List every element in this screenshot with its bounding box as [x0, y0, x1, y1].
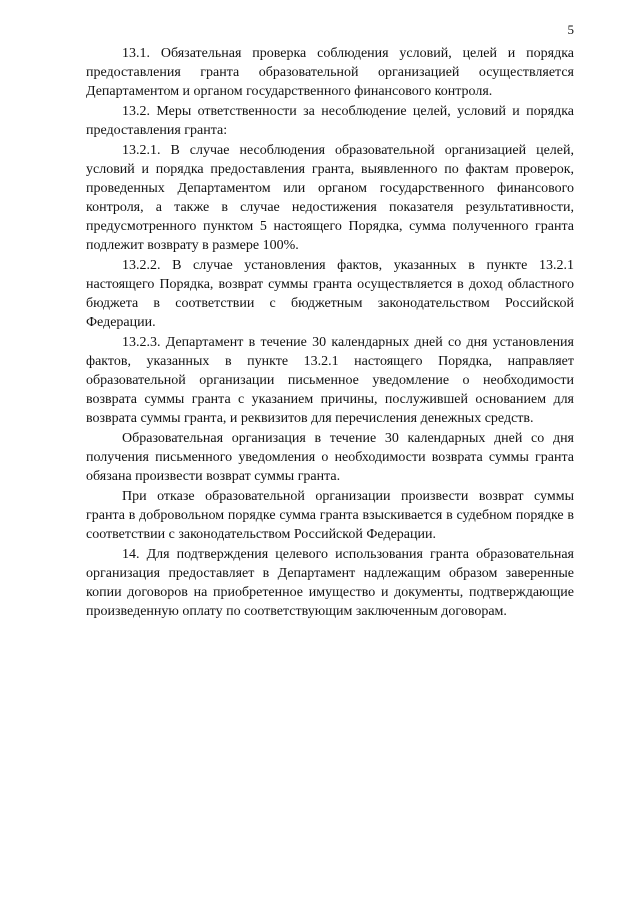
paragraph-13-1: 13.1. Обязательная проверка соблюдения условий, целей и порядка предоставления гранта образовательной организацией осуществляется Департаментом и органом государственного финансового контроля.: [86, 46, 574, 99]
paragraph-return-obligation: Образовательная организация в течение 30 календарных дней со дня получения письменного уведомления о необходимости возврата суммы гранта обязана произвести возврат суммы гранта.: [86, 431, 574, 484]
paragraph-refusal: При отказе образовательной организации произвести возврат суммы гранта в добровольном порядке сумма гранта взыскивается в судебном порядке в соответствии с законодательством Российской Федерации.: [86, 489, 574, 542]
page-number: 5: [567, 22, 574, 37]
paragraph-13-2-1: 13.2.1. В случае несоблюдения образовательной организацией целей, условий и порядка предоставления гранта, выявленного по фактам проверок, проведенных Департаментом или органом государственного финансового контроля, а также в случае недостижения показателя результативности, предусмотренного пунктом 5 настоящего Порядка, сумма полученного гранта подлежит возврату в размере 100%.: [86, 143, 574, 253]
paragraph-13-2: 13.2. Меры ответственности за несоблюдение целей, условий и порядка предоставления гранта:: [86, 104, 574, 138]
paragraph-13-2-3: 13.2.3. Департамент в течение 30 календарных дней со дня установления фактов, указанных в пункте 13.2.1 настоящего Порядка, направляет образовательной организации письменное уведомление о необходимости возврата суммы гранта с указанием причины, послужившей основанием для возврата суммы гранта, и реквизитов для перечисления денежных средств.: [86, 335, 574, 426]
paragraph-14: 14. Для подтверждения целевого использования гранта образовательная организация предоставляет в Департамент надлежащим образом заверенные копии договоров на приобретенное имущество и документы, подтверждающие произведенную оплату по соответствующим заключенным договорам.: [86, 547, 574, 619]
document-body: [86, 44, 574, 622]
paragraph-13-2-2: 13.2.2. В случае установления фактов, указанных в пункте 13.2.1 настоящего Порядка, возврат суммы гранта осуществляется в доход областного бюджета в соответствии с бюджетным законодательством Российской Федерации.: [86, 258, 574, 330]
